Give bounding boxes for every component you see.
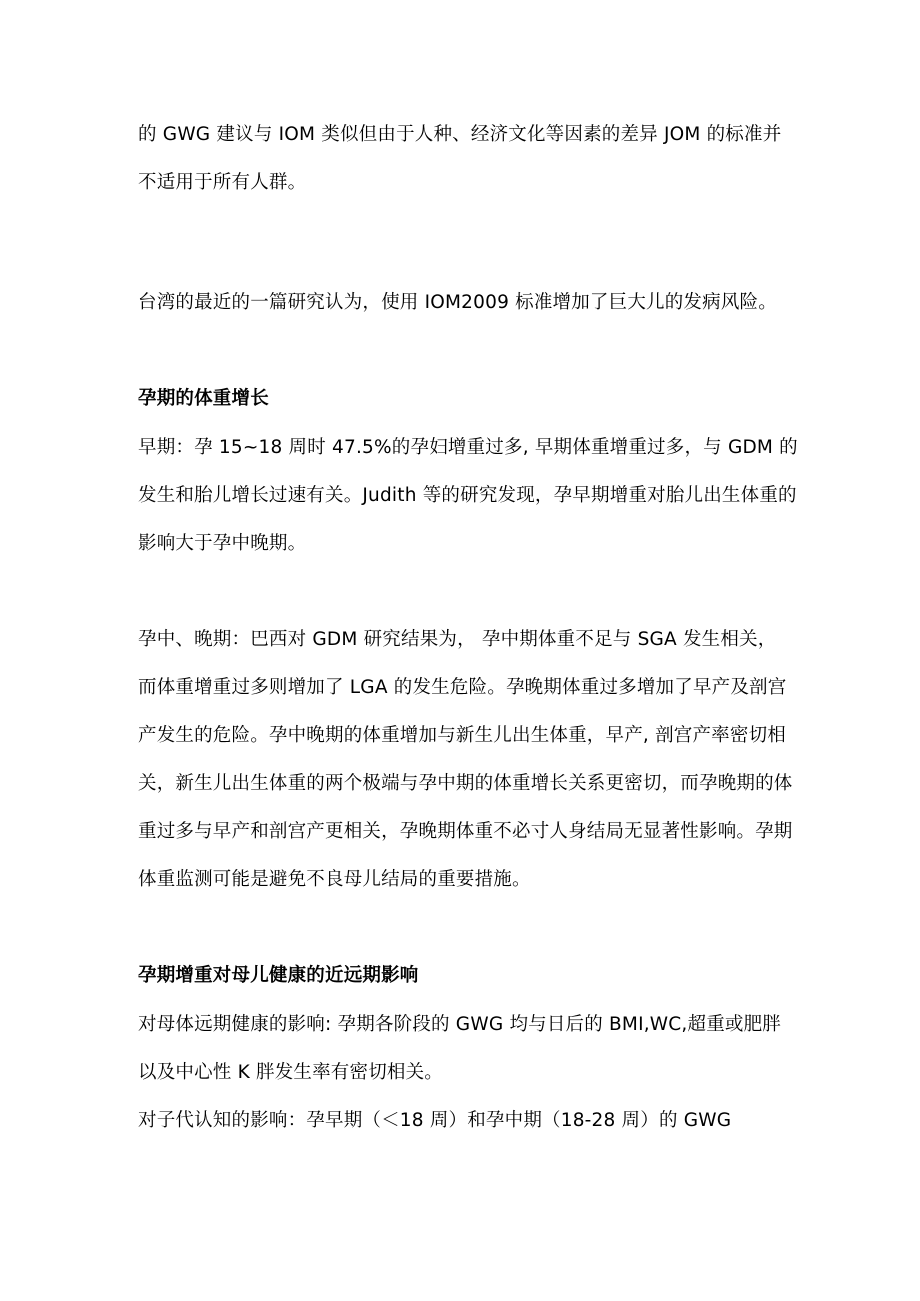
paragraph-line: 而体重增重过多则增加了 LGA 的发生危险。孕晚期体重过多增加了早产及剖宫 xyxy=(138,677,787,698)
paragraph-line: 台湾的最近的一篇研究认为，使用 IOM2009 标准增加了巨大儿的发病风险。 xyxy=(138,292,777,313)
section-heading: 孕期的体重增长 xyxy=(138,388,269,409)
paragraph-line: 对子代认知的影响：孕早期（＜18 周）和孕中期（18-28 周）的 GWG xyxy=(138,1110,732,1131)
paragraph-line: 以及中心性 K 胖发生率有密切相关。 xyxy=(138,1062,443,1083)
section-heading: 孕期增重对母儿健康的近远期影响 xyxy=(138,965,419,986)
paragraph-line: 发生和胎儿增长过速有关。Judith 等的研究发现，孕早期增重对胎儿出生体重的 xyxy=(138,485,797,506)
paragraph-line: 对母体远期健康的影响: 孕期各阶段的 GWG 均与日后的 BMI,WC,超重或肥胖 xyxy=(138,1014,782,1035)
paragraph-line: 的 GWG 建议与 IOM 类似但由于人种、经济文化等因素的差异 JOM 的标准并 xyxy=(138,124,782,145)
paragraph-line: 关，新生儿出生体重的两个极端与孕中期的体重增长关系更密切，而孕晚期的体 xyxy=(138,773,793,794)
paragraph-line: 不适用于所有人群。 xyxy=(138,172,307,193)
paragraph-line: 重过多与早产和剖宫产更相关，孕晚期体重不必寸人身结局无显著性影响。孕期 xyxy=(138,821,793,842)
paragraph-line: 孕中、晚期：巴西对 GDM 研究结果为， 孕中期体重不足与 SGA 发生相关， xyxy=(138,629,777,650)
paragraph-line: 影响大于孕中晚期。 xyxy=(138,533,307,554)
paragraph-line: 早期：孕 15~18 周时 47.5%的孕妇增重过多, 早期体重增重过多，与 GDM 的 xyxy=(138,437,798,458)
paragraph-line: 体重监测可能是避免不良母儿结局的重要措施。 xyxy=(138,869,531,890)
paragraph-line: 产发生的危险。孕中晚期的体重增加与新生儿出生体重，早产, 剖宫产率密切相 xyxy=(138,725,786,746)
